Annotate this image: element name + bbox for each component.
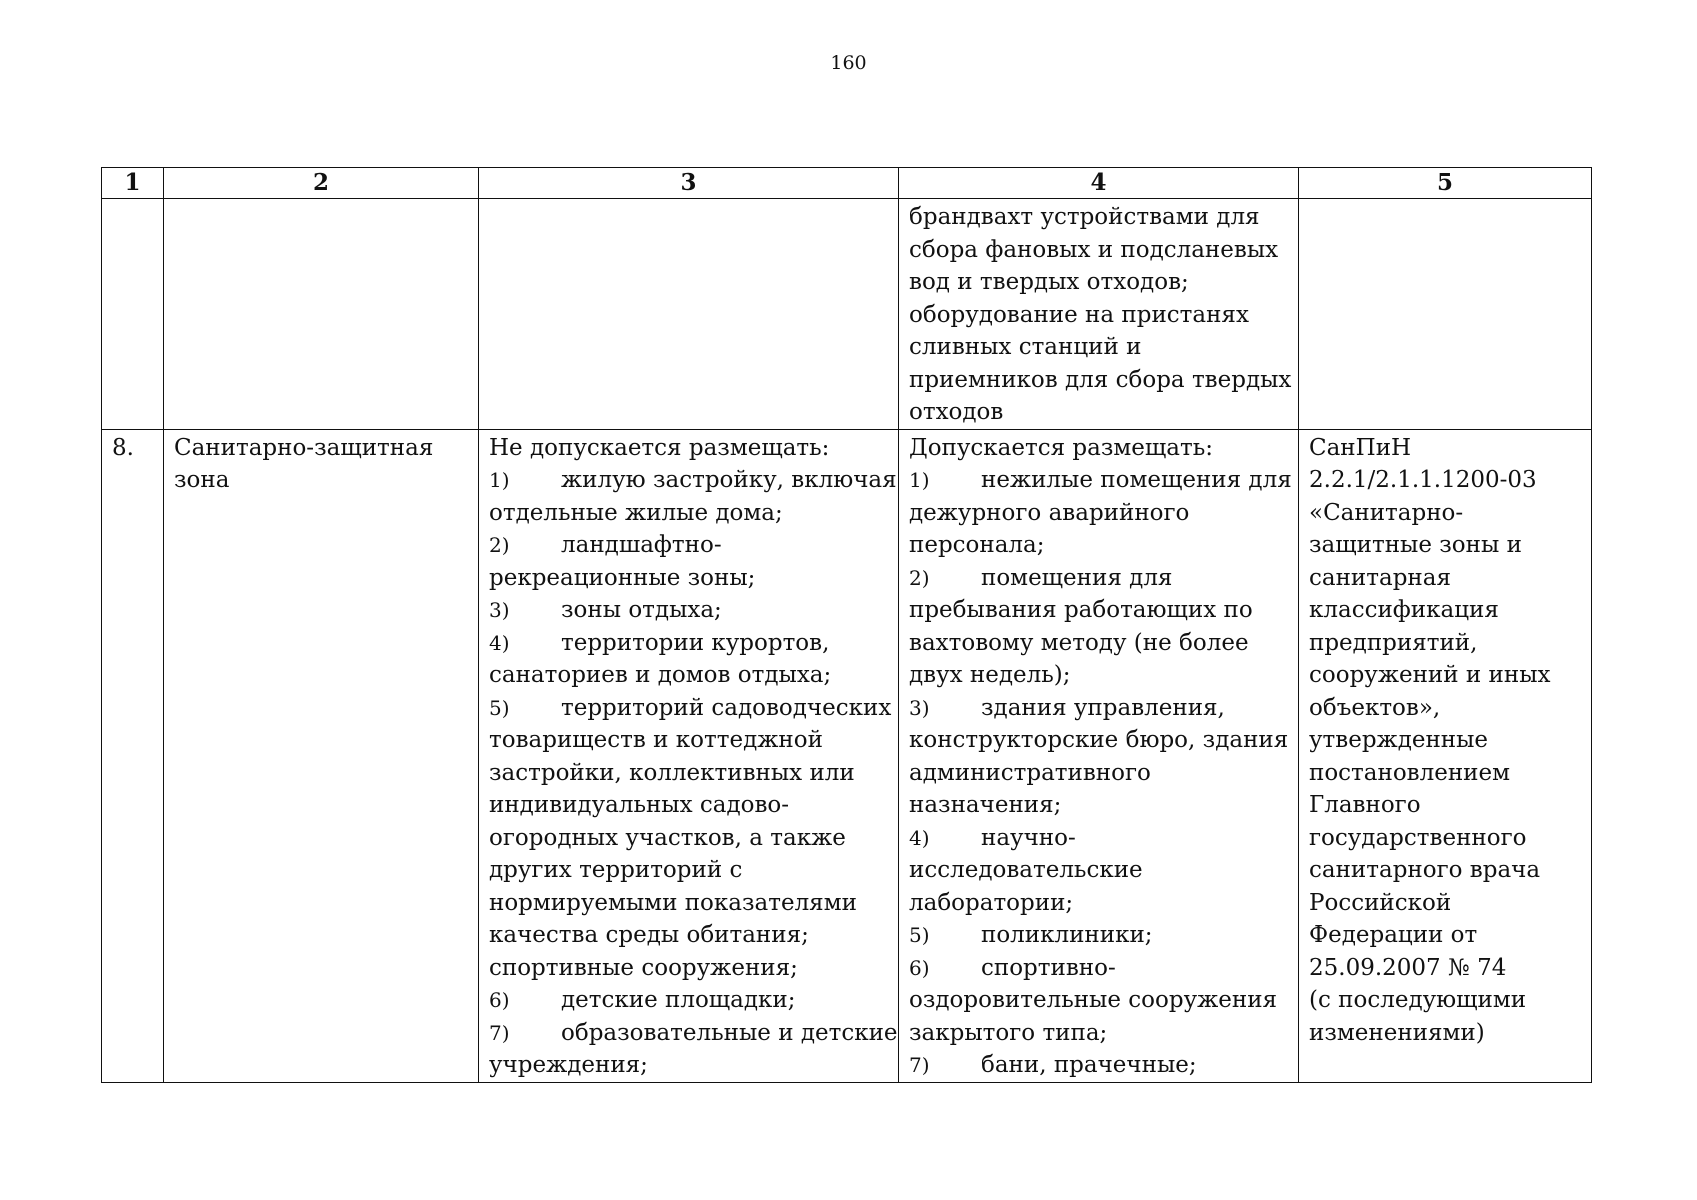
list-item-continuation: отдельные жилые дома;: [489, 499, 783, 526]
text-line: Главного: [1309, 792, 1421, 818]
regulations-table: [101, 167, 1592, 1083]
list-item-first-line: [489, 627, 890, 660]
text-line: предприятий,: [1309, 629, 1478, 656]
text-line: вод и твердых отходов;: [909, 269, 1189, 295]
list-item-number: 1): [909, 468, 930, 492]
list-item-continuation: дежурного аварийного: [909, 499, 1190, 526]
list-item-text: бани, прачечные;: [981, 1052, 1197, 1078]
allowed-list: [909, 464, 1290, 1082]
text-line: санитарного врача: [1309, 857, 1541, 883]
allowed-cell: [899, 429, 1299, 1082]
list-item-text: нежилые помещения для: [981, 467, 1292, 493]
list-item-continuation: индивидуальных садово-: [489, 792, 790, 818]
header-col-5: 5: [1299, 168, 1592, 199]
text-line: оборудование на пристанях: [909, 301, 1249, 328]
list-item-continuation: пребывания работающих по: [909, 597, 1253, 623]
text-line: сливных станций и: [909, 334, 1142, 360]
list-item: [489, 529, 890, 594]
list-item-continuation: лаборатории;: [909, 889, 1074, 916]
list-item-first-line: [489, 984, 890, 1017]
list-item-text: научно-: [981, 824, 1076, 851]
list-item-number: 5): [909, 923, 930, 947]
list-item-number: 4): [909, 825, 930, 850]
text-line: 25.09.2007 № 74: [1309, 954, 1507, 981]
list-item: [489, 984, 890, 1017]
list-item-continuation: санаториев и домов отдыха;: [489, 662, 832, 688]
text-line: изменениями): [1309, 1019, 1485, 1046]
list-item-continuation: застройки, коллективных или: [489, 759, 855, 786]
text-line: государственного: [1309, 824, 1527, 851]
page-number: 160: [830, 52, 867, 74]
list-item-continuation: персонала;: [909, 532, 1045, 558]
list-item: [909, 562, 1290, 692]
list-item-first-line: [489, 594, 890, 627]
list-item: [489, 594, 890, 627]
list-item-text: здания управления,: [981, 694, 1225, 721]
list-item-text: детские площадки;: [561, 987, 796, 1013]
list-item-number: 2): [489, 533, 510, 557]
text-line: сооружений и иных: [1309, 662, 1551, 688]
list-item-number: 7): [489, 1020, 510, 1045]
list-item-first-line: [909, 952, 1290, 985]
list-item-first-line: [489, 529, 890, 562]
list-item-text: ландшафтно-: [561, 532, 722, 558]
list-item-text: образовательные и детские: [561, 1019, 898, 1046]
list-item-first-line: [909, 919, 1290, 952]
prohibited-heading: Не допускается размещать:: [489, 434, 830, 461]
list-item: [489, 692, 890, 985]
list-item-first-line: [489, 692, 890, 725]
list-item: [909, 1049, 1290, 1082]
list-item-number: 3): [909, 695, 930, 720]
list-item-continuation: других территорий с: [489, 857, 743, 883]
text-line: сбора фановых и подсланевых: [909, 236, 1279, 263]
list-item-number: 7): [909, 1053, 930, 1077]
list-item-continuation: конструкторские бюро, здания: [909, 727, 1289, 753]
list-item-continuation: исследовательские: [909, 857, 1143, 883]
header-col-2: 2: [164, 168, 479, 199]
list-item-number: 4): [489, 630, 510, 655]
text-line: санитарная: [1309, 564, 1451, 591]
zone-name: [174, 432, 470, 497]
text-line: «Санитарно-: [1309, 499, 1464, 526]
text-line: (с последующими: [1309, 987, 1527, 1013]
list-item: [909, 692, 1290, 822]
header-row: [102, 168, 1592, 199]
prohibited-cell: [479, 429, 899, 1082]
list-item-continuation: качества среды обитания;: [489, 922, 809, 948]
list-item-number: 3): [489, 598, 510, 622]
list-item-text: территории курортов,: [561, 629, 830, 656]
list-item-number: 5): [489, 695, 510, 720]
regulation-reference: [1309, 432, 1583, 1050]
row1-col1-cell: [102, 199, 164, 430]
text-line: Российской: [1309, 889, 1452, 916]
text-line: отходов: [909, 399, 1004, 425]
text-line: классификация: [1309, 597, 1499, 623]
list-item-continuation: учреждения;: [489, 1052, 648, 1078]
row1-col2-cell: [164, 199, 479, 430]
list-item-continuation: двух недель);: [909, 662, 1071, 688]
list-item-number: 6): [909, 955, 930, 980]
text-line: защитные зоны и: [1309, 532, 1522, 558]
list-item-first-line: [909, 692, 1290, 725]
text-line: 2.2.1/2.1.1.1200-03: [1309, 467, 1537, 493]
list-item-continuation: административного: [909, 759, 1151, 786]
list-item: [909, 822, 1290, 920]
list-item-text: поликлиники;: [981, 922, 1153, 948]
list-item: [489, 627, 890, 692]
list-item: [489, 1017, 898, 1082]
text-line: зона: [174, 467, 230, 493]
list-item-first-line: [909, 1049, 1290, 1082]
header-col-3: 3: [479, 168, 899, 199]
header-col-4: 4: [899, 168, 1299, 199]
row1-col4-cell: [899, 199, 1299, 430]
list-item-number: 6): [489, 988, 510, 1012]
list-item-continuation: рекреационные зоны;: [489, 564, 756, 591]
header-col-1: 1: [102, 168, 164, 199]
text-line: утвержденные: [1309, 727, 1489, 753]
row-number: 8.: [102, 429, 164, 1082]
row1-col3-cell: [479, 199, 899, 430]
list-item-text: территорий садоводческих: [561, 694, 892, 721]
list-item-first-line: [489, 1017, 898, 1050]
list-item-first-line: [909, 822, 1290, 855]
allowed-heading: Допускается размещать:: [909, 434, 1213, 461]
list-item: [909, 952, 1290, 1050]
list-item-text: жилую застройку, включая: [561, 467, 897, 493]
list-item-continuation: вахтовому методу (не более: [909, 629, 1249, 656]
text-line: брандвахт устройствами для: [909, 204, 1260, 230]
text-line: Федерации от: [1309, 922, 1478, 948]
list-item-number: 2): [909, 565, 930, 590]
list-item: [909, 919, 1290, 952]
list-item-continuation: нормируемыми показателями: [489, 889, 857, 916]
list-item-first-line: [909, 464, 1290, 497]
text-line: СанПиН: [1309, 434, 1412, 461]
list-item-continuation: закрытого типа;: [909, 1019, 1108, 1046]
list-item-text: помещения для: [981, 564, 1173, 591]
list-item-first-line: [489, 464, 897, 497]
prohibited-list: [489, 464, 898, 1082]
list-item-continuation: оздоровительные сооружения: [909, 987, 1278, 1013]
list-item-continuation: огородных участков, а также: [489, 824, 846, 851]
list-item: [909, 464, 1290, 562]
list-item-text: зоны отдыха;: [561, 597, 722, 623]
table-row: [102, 429, 1592, 1082]
list-item: [489, 464, 897, 529]
list-item-continuation: товариществ и коттеджной: [489, 727, 823, 753]
list-item-continuation: назначения;: [909, 792, 1062, 818]
list-item-continuation: спортивные сооружения;: [489, 954, 798, 981]
table-row: [102, 199, 1592, 430]
row1-col5-cell: [1299, 199, 1592, 430]
regulation-cell: [1299, 429, 1592, 1082]
list-item-first-line: [909, 562, 1290, 595]
continued-text: [909, 201, 1290, 429]
zone-name-cell: [164, 429, 479, 1082]
text-line: постановлением: [1309, 759, 1511, 786]
list-item-text: спортивно-: [981, 954, 1116, 981]
text-line: Санитарно-защитная: [174, 434, 434, 461]
list-item-number: 1): [489, 468, 510, 492]
text-line: приемников для сбора твердых: [909, 366, 1292, 393]
text-line: объектов»,: [1309, 694, 1441, 721]
